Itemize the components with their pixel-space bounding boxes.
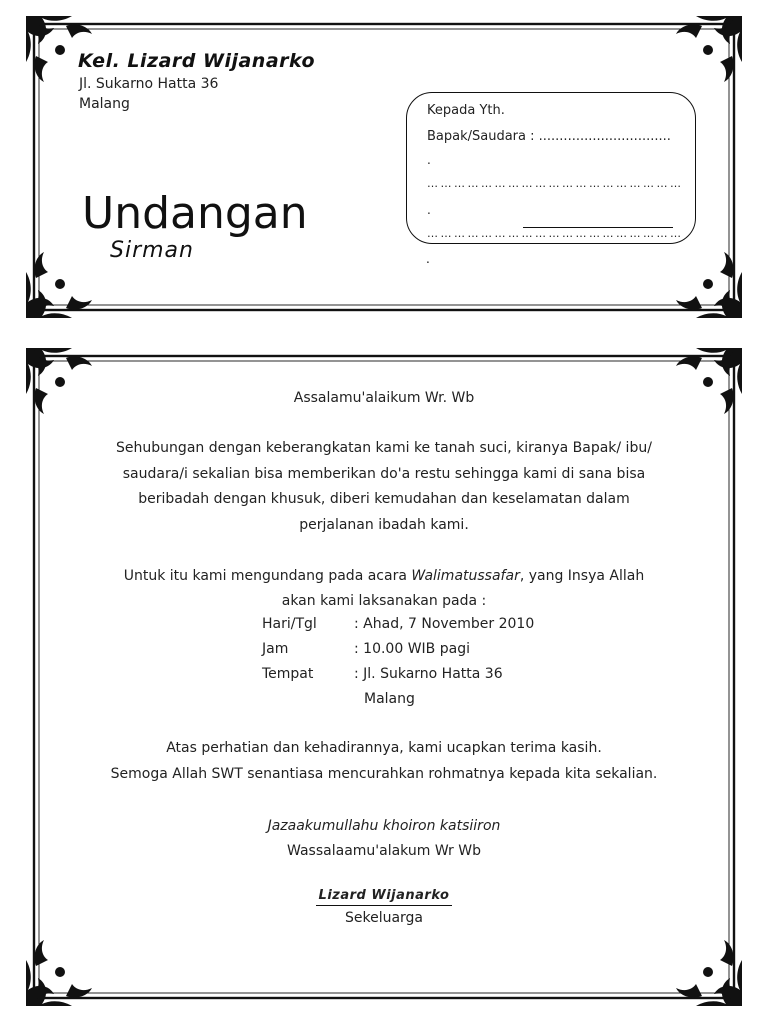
- address-dot: .: [427, 153, 431, 167]
- detail-label-date: Hari/Tgl: [262, 616, 317, 632]
- detail-value-time: : 10.00 WIB pagi: [354, 641, 470, 657]
- closing-salam: Wassalaamu'alakum Wr Wb: [287, 843, 481, 859]
- recipient-address-box: [406, 92, 696, 244]
- letter-line: Sehubungan dengan keberangkatan kami ke tanah suci, kiranya Bapak/ ibu/: [116, 440, 652, 456]
- invite-text: Untuk itu kami mengundang pada acara: [123, 568, 412, 584]
- detail-label-place: Tempat: [262, 666, 314, 682]
- invitation-paragraph: [26, 564, 742, 614]
- detail-value-place: : Jl. Sukarno Hatta 36: [354, 666, 503, 682]
- signature-family: Sekeluarga: [344, 910, 424, 926]
- sender-name: Kel. Lizard Wijanarko: [78, 50, 316, 72]
- thanks-line: Atas perhatian dan kehadirannya, kami ucapkan terima kasih.: [166, 740, 602, 756]
- letter-line: perjalanan ibadah kami.: [299, 516, 469, 533]
- address-dotted-line: … … … … … … … … … … … … … … … … … … …: [427, 227, 681, 240]
- invitation-subtitle: Sirman: [110, 238, 194, 263]
- invite-line: akan kami laksanakan pada :: [281, 593, 487, 609]
- invite-line: [26, 564, 742, 589]
- invite-text: , yang Insya Allah: [519, 568, 645, 584]
- letter-paragraph: [26, 436, 742, 538]
- recipient-label: Kepada Yth.: [427, 103, 505, 118]
- sender-city: Malang: [79, 96, 130, 112]
- recipient-name-line: Bapak/Saudara : ................................: [427, 129, 671, 144]
- sender-street: Jl. Sukarno Hatta 36: [79, 76, 219, 92]
- invitation-title: Undangan: [82, 188, 308, 239]
- detail-label-time: Jam: [262, 641, 289, 657]
- signature: Lizard Wijanarko: [316, 888, 452, 906]
- envelope-card: [26, 16, 742, 318]
- closing-arabic: Jazaakumullahu khoiron katsiiron: [267, 818, 501, 834]
- address-dot: .: [427, 203, 431, 217]
- detail-value-city: Malang: [364, 691, 415, 707]
- greeting: Assalamu'alaikum Wr. Wb: [293, 390, 475, 406]
- letter-line: beribadah dengan khusuk, diberi kemudahan dan keselamatan dalam: [138, 491, 630, 507]
- detail-value-date: : Ahad, 7 November 2010: [354, 616, 535, 632]
- letter-line: saudara/i sekalian bisa memberikan do'a restu sehingga kami di sana bisa: [122, 465, 646, 482]
- address-dotted-line: … … … … … … … … … … … … … … … … … … …: [427, 177, 681, 190]
- prayer-line: Semoga Allah SWT senantiasa mencurahkan rohmatnya kepada kita sekalian.: [110, 766, 658, 782]
- event-name: Walimatussafar: [411, 568, 520, 584]
- letter-card: [26, 348, 742, 1006]
- address-dot: .: [426, 252, 430, 266]
